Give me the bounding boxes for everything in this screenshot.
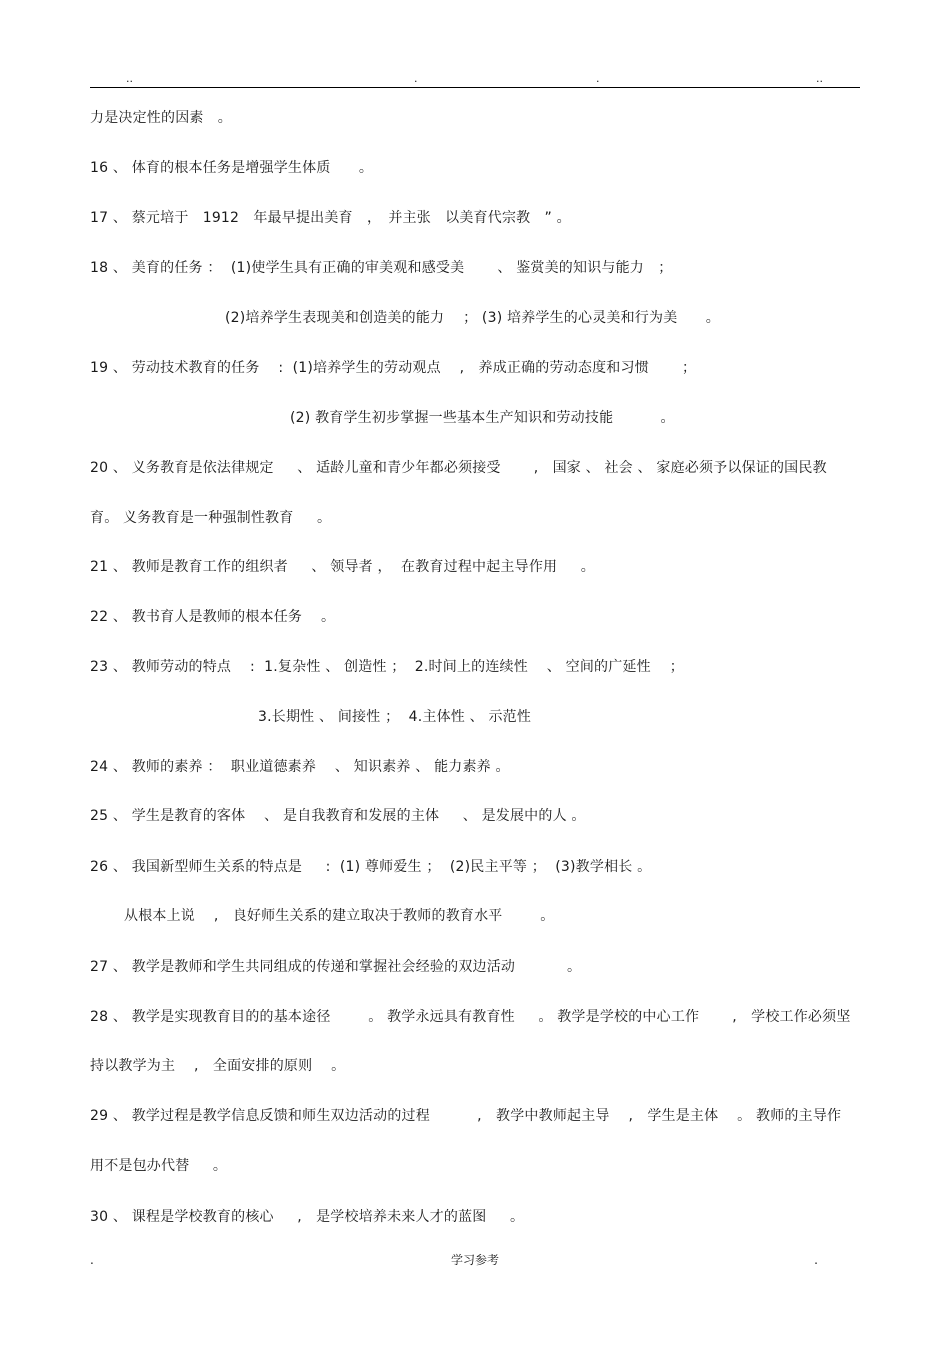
item-23: 23 、 教师劳动的特点 : 1.复杂性 、 创造性 ； 2.时间上的连续性 、 空间的广延性 ； <box>90 659 684 675</box>
item-19-continued: (2) 教育学生初步掌握一些基本生产知识和劳动技能 。 <box>290 410 675 426</box>
item-18: 18 、 美育的任务 ： (1)使学生具有正确的审美观和感受美 、 鉴赏美的知识与能力 ； <box>90 260 673 276</box>
item-21: 21 、 教师是教育工作的组织者 、 领导者 ， 在教育过程中起主导作用 。 <box>90 559 595 575</box>
footer-right-mark: . <box>814 1253 818 1267</box>
item-23-continued: 3.长期性 、 间接性 ； 4.主体性 、 示范性 <box>258 709 532 725</box>
page-footer <box>90 1250 860 1270</box>
item-29: 29 、 教学过程是教学信息反馈和师生双边活动的过程 , 教学中教师起主导 , 学生是主体 。 教师的主导作 <box>90 1108 842 1124</box>
header-mark: . <box>414 72 418 85</box>
item-18-continued: (2)培养学生表现美和创造美的能力 ； (3) 培养学生的心灵美和行为美 。 <box>225 310 721 326</box>
item-27: 27 、 教学是教师和学生共同组成的传递和掌握社会经验的双边活动 。 <box>90 959 582 975</box>
header-mark: .. <box>126 72 133 85</box>
item-20: 20 、 义务教育是依法律规定 、 适龄儿童和青少年都必须接受 , 国家 、 社会 、 家庭必须予以保证的国民教 <box>90 460 827 476</box>
item-28: 28 、 教学是实现教育目的的基本途径 。 教学永远具有教育性 。 教学是学校的中心工作 , 学校工作必须坚 <box>90 1009 851 1025</box>
header-mark: .. <box>816 72 823 85</box>
footer-left-mark: . <box>90 1253 94 1267</box>
item-24: 24 、 教师的素养 ： 职业道德素养 、 知识素养 、 能力素养 。 <box>90 759 510 775</box>
header-marks <box>90 72 860 86</box>
item-20-continued: 育。 义务教育是一种强制性教育 。 <box>90 510 332 526</box>
item-26-continued: 从根本上说 , 良好师生关系的建立取决于教师的教育水平 。 <box>124 908 555 924</box>
text-line: 力是决定性的因素 。 <box>90 110 232 126</box>
item-17: 17 、 蔡元培于 1912 年最早提出美育 ， 并主张 以美育代宗教 ” 。 <box>90 210 571 226</box>
item-16: 16 、 体育的根本任务是增强学生体质 。 <box>90 160 374 176</box>
header-rule <box>90 87 860 88</box>
item-19: 19 、 劳动技术教育的任务 : (1)培养学生的劳动观点 , 养成正确的劳动态度和习惯 ； <box>90 360 697 376</box>
item-26: 26 、 我国新型师生关系的特点是 : (1) 尊师爱生 ； (2)民主平等 ； (3)教学相长 。 <box>90 859 652 875</box>
item-22: 22 、 教书育人是教师的根本任务 。 <box>90 609 336 625</box>
item-29-continued: 用不是包办代替 。 <box>90 1158 228 1174</box>
item-28-continued: 持以教学为主 , 全面安排的原则 。 <box>90 1058 346 1074</box>
footer-label: 学习参考 <box>450 1253 499 1267</box>
item-30: 30 、 课程是学校教育的核心 , 是学校培养未来人才的蓝图 。 <box>90 1209 525 1225</box>
item-25: 25 、 学生是教育的客体 、 是自我教育和发展的主体 、 是发展中的人 。 <box>90 808 586 824</box>
header-mark: . <box>596 72 600 85</box>
